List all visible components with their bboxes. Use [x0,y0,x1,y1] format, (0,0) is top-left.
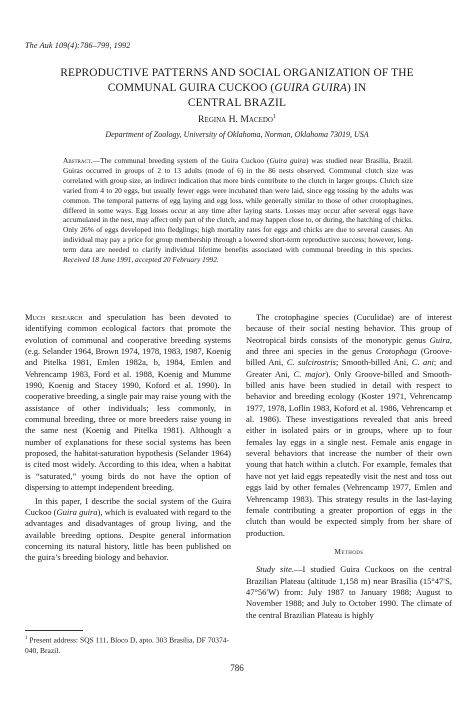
intro-paragraph-1-text: and speculation has been devoted to identifying common ecological factors that promote the evolution of communal and cooperative breeding systems (e.g. Selander 1964, Brown 1974, 1978, 1983, 1987, Koenig and Pitelka 1981, Emlen 1982a, b, 1984, Emlen and Vehrencamp 1983, Ford et al. 1988, Koenig and Mumme 1990, Koenig and Stacey 1990, Koford et al. 1990). In cooperative breeding, a single pair may raise young with the assistance of other individuals; less commonly, in communal breeding, three or more breeders raise young in the same nest (Koenig and Pitelka 1981). Although a number of explanations for these social systems has been proposed, the habitat-saturation hypothesis (Selander 1964) is cited most widely. According to this idea, when a habitat is “saturated,” young birds do not have the option of dispersing to attempt independent breeding. [25,312,231,493]
species-c-sulcirostris: C. sulcirostris [286,357,336,368]
right-column [246,312,452,623]
intro-paragraph-1 [25,312,231,494]
author-name [18,114,456,125]
species-c-ani: C. ani [411,357,434,368]
footnote-divider [25,630,83,631]
abstract-label: Abstract. [63,156,93,165]
intro-lead-in: Much research [25,312,83,322]
intro-paragraph-2-start: In this paper, I describe the social system of the Guira Cuckoo ( [25,495,231,517]
intro-paragraph-2 [25,496,231,564]
title-line-2-start: COMMUNAL GUIRA CUCKOO ( [107,82,275,95]
article-title [18,66,456,112]
footnote-mark: 1 [25,636,28,641]
crotophagine-text-e: ; and Greater Ani, [246,357,453,379]
study-site-paragraph [246,564,452,621]
methods-heading: Methods [334,547,364,556]
intro-paragraph-2-end: ), which is evaluated with regard to the advantages and disadvantages of group living, and the available breeding options. Despite general information concerning its natural history, little has been published on the guira’s breeding biology and behavior. [25,506,232,563]
crotophagine-text-d: ; Smooth-billed Ani, [335,357,412,368]
abstract-species: Guira guira [269,156,306,165]
study-site-lead-in: Study site. [256,564,294,575]
intro-species: Guira guira [56,506,98,517]
title-line-2-end: ) IN [346,82,367,95]
study-site-text: —I studied Guira Cuckoos on the central Brazilian Plateau (altitude 1,158 m) near Brasília (15°47′S, 47°56′W) from: July 1987 to January 1988; August to November 1988; and July to October 1990. The climate of the central Brazilian Plateau is highly [246,564,452,620]
footnote [25,634,229,656]
crotophagine-text-a: The crotophagine species (Cuculidae) are of interest because of their social nesting behavior. This group of Neotropical birds consists of the monotypic genus [246,312,452,345]
abstract [63,156,413,265]
author-affiliation: Department of Zoology, University of Oklahoma, Norman, Oklahoma 73019, USA [105,130,369,139]
crotophagine-paragraph [246,312,452,539]
crotophagine-text-f: ). Only Groove-billed and Smooth-billed anis have been studied in detail with respect to behavior and breeding ecology (Koster 1971, Vehrencamp 1977, 1978, Loflin 1983, Koford et al. 1986, Vehrencamp et al. 1986). These investigations revealed that anis breed either in isolated pairs or in groups, where up to four females lay eggs in a single nest. Female anis engage in several behaviors that increase the number of their own young that hatch within a clutch. For example, females that have not yet laid eggs repeatedly visit the nest and toss out eggs laid by other females (Vehrencamp 1977, Emlen and Vehrencamp 1983). This strategy results in the last-laying female contributing a greater proportion of eggs in the clutch than would be expected simply from her share of production. [246,368,452,538]
crotophagine-text-b: , and three ani species in the genus [246,334,452,357]
running-head: The Auk 109(4):786–799, 1992 [25,41,131,50]
author-text: Regina H. Macedo [198,114,273,126]
genus-crotophaga: Crotophaga [375,346,417,357]
title-species: GUIRA GUIRA [274,82,347,95]
crotophagine-text-c: (Groove-billed Ani, [246,346,452,368]
footnote-text: Present address: SQS 111, Bloco D, apto. 303 Brasília, DF 70374-040, Brazil. [25,635,229,655]
title-line-2 [18,81,456,96]
abstract-text-b: ) was studied near Brasília, Brazil. Guiras occurred in groups of 2 to 13 adults (mode of 6) in the 86 nests observed. Communal clutch size was correlated with group size, an indirect indication that more birds contribute to the clutch in larger groups. Clutch size varied from 4 to 20 eggs, but usually fewer eggs were incubated than were laid, since egg tossing by the adults was common. The temporal patterns of egg laying and egg loss, while generally similar to those of other crotophagines, differed in some ways. Egg losses occur at any time after laying starts. Losses may occur after several eggs have accumulated in the nest, may affect only part of the clutch, and may happen close to, or during, the hatching of chicks. Only 26% of eggs developed into fledglings; high mortality rates for eggs and chicks are due to several causes. An individual may pay a price for group membership through a lowered short-term reproductive success; however, long-term data are needed to clarify individual lifetime benefits associated with communal breeding in this species. [63,156,413,255]
species-c-major: C. major [293,368,326,379]
page-number: 786 [230,663,244,673]
author-footnote-mark: 1 [272,114,276,120]
genus-guira: Guira [429,334,450,345]
abstract-text-a: —The communal breeding system of the Guira Cuckoo ( [92,156,270,165]
title-line-1: REPRODUCTIVE PATTERNS AND SOCIAL ORGANIZATION OF THE [60,67,414,79]
received-accepted-dates: Received 18 June 1991, accepted 20 February 1992. [63,255,219,265]
title-line-3: CENTRAL BRAZIL [187,97,287,110]
left-column [25,312,231,566]
